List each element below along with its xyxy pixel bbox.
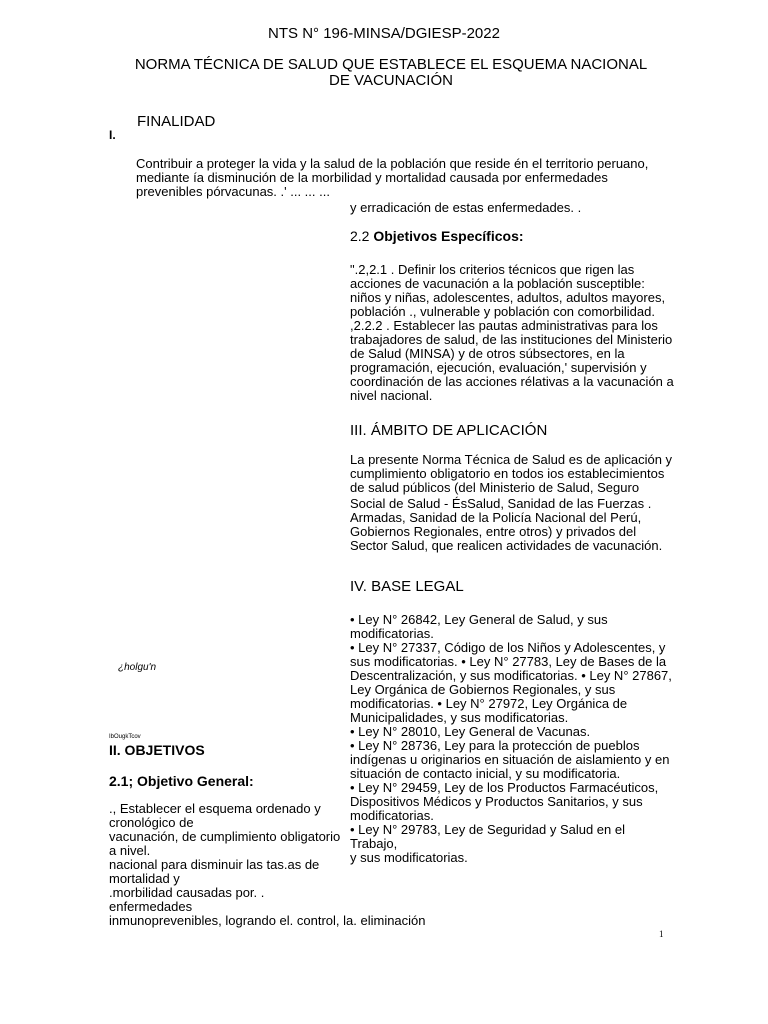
paragraph-line: Sector Salud, que realicen actividades de vacunación. (350, 538, 663, 553)
law-line: • Ley N° 26842, Ley General de Salud, y sus (350, 612, 608, 627)
title-line: DE VACUNACIÓN (329, 72, 453, 89)
ambito-paragraph (350, 453, 675, 553)
document-title (110, 57, 672, 89)
base-legal-list (350, 613, 675, 865)
paragraph-line: de salud públicos (del Ministerio de Salud, Seguro (350, 480, 640, 495)
law-line: • Ley N° 28010, Ley General de Vacunas. (350, 724, 591, 739)
paragraph-line: Armadas, Sanidad de la Policía Nacional del Perú, (350, 510, 642, 525)
law-line: modificatorias. (350, 808, 434, 823)
paragraph-line: inmunoprevenibles, logrando el. control, la. eliminación (109, 913, 426, 928)
stray-mark: ¿holgu'n (118, 662, 157, 673)
law-line: modificatorias. • Ley N° 27972, Ley Orgánica de (350, 696, 628, 711)
finalidad-paragraph (136, 157, 665, 199)
paragraph-line: vacunación, de cumplimiento obligatorio a nivel. (109, 829, 341, 858)
section-heading-objetivos: II. OBJETIVOS (109, 742, 205, 758)
paragraph-line: de Salud (MINSA) y de otros súbsectores, en la (350, 346, 625, 361)
paragraph-line: mediante ía disminución de la morbilidad y mortalidad causada por enfermedades (136, 170, 608, 185)
paragraph-line: cumplimiento obligatorio en todos ios establecimientos (350, 466, 665, 481)
law-line: Dispositivos Médicos y Productos Sanitarios, y sus (350, 794, 643, 809)
document-code: NTS N° 196-MINSA/DGIESP-2022 (268, 25, 500, 42)
paragraph-line: nivel nacional. (350, 388, 433, 403)
law-line: sus modificatorias. • Ley N° 27783, Ley de Bases de la (350, 654, 667, 669)
objetivos-especificos-text (350, 263, 675, 403)
paragraph-line: .morbilidad causadas por. . enfermedades (109, 885, 265, 914)
paragraph-line: ".2,2.1 . Definir los criterios técnicos que rigen las (350, 262, 635, 277)
page-number: 1 (659, 929, 664, 939)
paragraph-line: Gobiernos Regionales, entre otros) y privados del (350, 524, 637, 539)
paragraph-line: ,2.2.2 . Establecer las pautas administrativas para los (350, 318, 658, 333)
heading-number: 2.2 (350, 228, 370, 244)
paragraph-line: Contribuir a proteger la vida y la salud de la población que reside én el territorio peruano, (136, 156, 649, 171)
section-heading-base-legal: IV. BASE LEGAL (350, 578, 464, 595)
paragraph-line: prevenibles pórvacunas. .' ... ... ... (136, 184, 330, 199)
paragraph-line: nacional para disminuir las tas.as de mortalidad y (109, 857, 320, 886)
law-line: Municipalidades, y sus modificatorias. (350, 710, 569, 725)
law-line: • Ley N° 29459, Ley de los Productos Farmacéuticos, (350, 780, 659, 795)
paragraph-line: La presente Norma Técnica de Salud es de aplicación y (350, 452, 673, 467)
paragraph-line: coordinación de las acciones rélativas a la vacunación a (350, 374, 674, 389)
title-line: NORMA TÉCNICA DE SALUD QUE ESTABLECE EL ESQUEMA NACIONAL (134, 56, 648, 73)
law-line: y sus modificatorias. (350, 850, 468, 865)
law-line: Ley Orgánica de Gobiernos Regionales, y sus (350, 682, 616, 697)
stray-mark: IbOugkTcov (109, 734, 141, 740)
law-line: indígenas u originarios en situación de aislamiento y en (350, 752, 670, 767)
law-line: • Ley N° 29783, Ley de Seguridad y Salud en el Trabajo, (350, 822, 625, 851)
law-line: • Ley N° 28736, Ley para la protección de pueblos (350, 738, 640, 753)
paragraph-line: Social de Salud - ÉsSalud, Sanidad de las Fuerzas . (350, 496, 652, 511)
paragraph-line: programación, ejecución, evaluación,' supervisión y (350, 360, 647, 375)
section-heading-objetivo-general: 2.1; Objetivo General: (109, 773, 254, 789)
paragraph-line: población ., vulnerable y población con comorbilidad. (350, 304, 655, 319)
section-heading-objetivos-especificos (350, 229, 675, 243)
paragraph-line: niños y niñas, adolescentes, adultos, adultos mayores, (350, 290, 666, 305)
law-line: modificatorias. (350, 626, 434, 641)
paragraph-line: trabajadores de salud, de las instituciones del Ministerio (350, 332, 673, 347)
section-numeral: I. (109, 128, 116, 142)
law-line: Descentralización, y sus modificatorias. • Ley N° 27867, (350, 668, 672, 683)
section-heading-finalidad: FINALIDAD (137, 113, 216, 130)
finalidad-continuation: y erradicación de estas enfermedades. . (350, 200, 582, 215)
paragraph-line: ., Establecer el esquema ordenado y cronológico de (109, 801, 321, 830)
section-heading-ambito: III. ÁMBITO DE APLICACIÓN (350, 422, 548, 439)
law-line: • Ley N° 27337, Código de los Niños y Adolescentes, y (350, 640, 666, 655)
law-line: situación de contacto inicial, y su modificatoria. (350, 766, 621, 781)
heading-text: Objetivos Específicos: (373, 228, 524, 244)
paragraph-line: acciones de vacunación a la población susceptible: (350, 276, 645, 291)
